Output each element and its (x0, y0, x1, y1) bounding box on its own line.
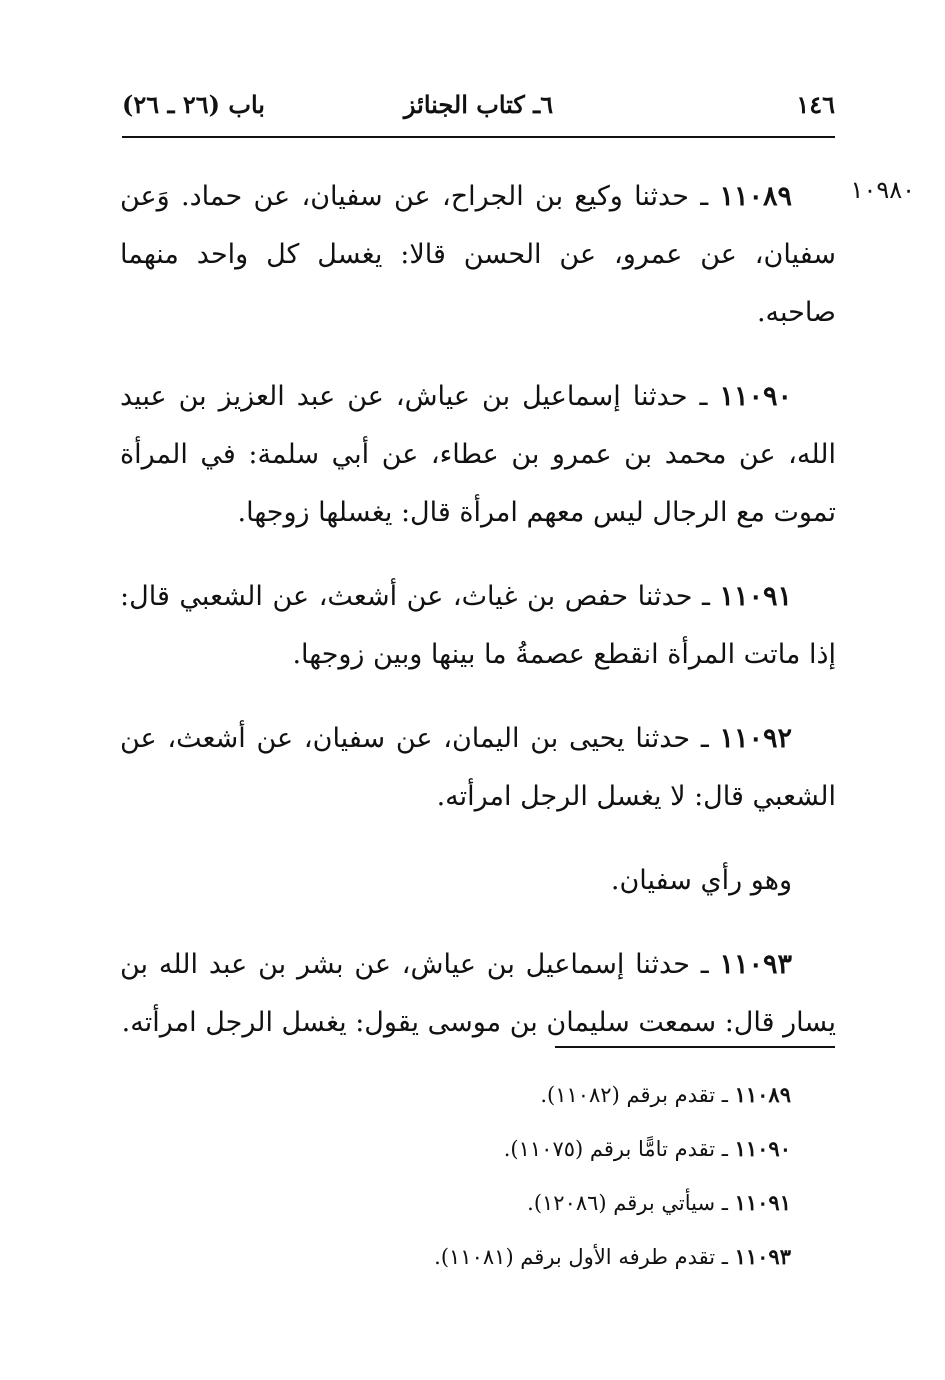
entry-text: ـ حدثنا وكيع بن الجراح، عن سفيان، عن حماد. وَعن سفيان، عن عمرو، عن الحسن قالا: يغسل كل واحد منهما صاحبه. (120, 181, 836, 328)
entry-number: ١١٠٨٩ (719, 181, 792, 212)
footnotes (335, 1068, 835, 1284)
footnote-item (335, 1122, 835, 1176)
entry-text: ـ حدثنا يحيى بن اليمان، عن سفيان، عن أشعث، عن الشعبي قال: لا يغسل الرجل امرأته. (120, 723, 836, 812)
header-rule (122, 136, 835, 138)
hadith-entry-11093 (120, 936, 836, 1052)
entry-number: ١١٠٩١ (719, 581, 792, 612)
main-text (120, 168, 836, 1078)
footnote-item (335, 1068, 835, 1122)
hadith-entry-11092 (120, 710, 836, 826)
entry-text: وهو رأي سفيان. (610, 865, 792, 896)
entry-number: ١١٠٩٠ (719, 381, 792, 412)
footnote-number: ١١٠٩١ (734, 1190, 791, 1215)
footnote-number: ١١٠٨٩ (734, 1082, 791, 1107)
entry-number: ١١٠٩٢ (719, 723, 792, 754)
commentary-line (120, 852, 836, 910)
book-title: ٦ـ كتاب الجنائز (403, 90, 554, 119)
margin-reference-number: ١٠٩٨٠ (850, 176, 915, 204)
footnote-separator (555, 1046, 835, 1048)
footnote-number: ١١٠٩٣ (734, 1244, 791, 1269)
entry-number: ١١٠٩٣ (719, 949, 792, 980)
footnote-text: ـ تقدم تامًّا برقم (١١٠٧٥). (503, 1137, 735, 1161)
footnote-text: ـ تقدم طرفه الأول برقم (١١٠٨١). (434, 1245, 735, 1269)
footnote-number: ١١٠٩٠ (734, 1136, 791, 1161)
hadith-entry-11090 (120, 368, 836, 542)
entry-text: ـ حدثنا إسماعيل بن عياش، عن عبد العزيز بن عبيد الله، عن محمد بن عمرو بن عطاء، عن أبي سلمة: في المرأة تموت مع الرجال ليس معهم امرأة قال: يغسلها زوجها. (120, 381, 836, 528)
footnote-text: ـ تقدم برقم (١١٠٨٢). (540, 1083, 735, 1107)
hadith-entry-11089 (120, 168, 836, 342)
hadith-entry-11091 (120, 568, 836, 684)
footnote-text: ـ سيأتي برقم (١٢٠٨٦). (527, 1191, 735, 1215)
page-number: ١٤٦ (796, 90, 835, 119)
running-header (122, 84, 835, 128)
entry-text: ـ حدثنا حفص بن غياث، عن أشعث، عن الشعبي قال: إذا ماتت المرأة انقطع عصمةُ ما بينها وبين زوجها. (120, 581, 836, 670)
chapter-label: باب (٢٦ ـ ٢٦) (122, 90, 265, 119)
footnote-item (335, 1176, 835, 1230)
footnote-item (335, 1230, 835, 1284)
entry-text: ـ حدثنا إسماعيل بن عياش، عن بشر بن عبد الله بن يسار قال: سمعت سليمان بن موسى يقول: يغسل الرجل امرأته. (120, 949, 836, 1038)
